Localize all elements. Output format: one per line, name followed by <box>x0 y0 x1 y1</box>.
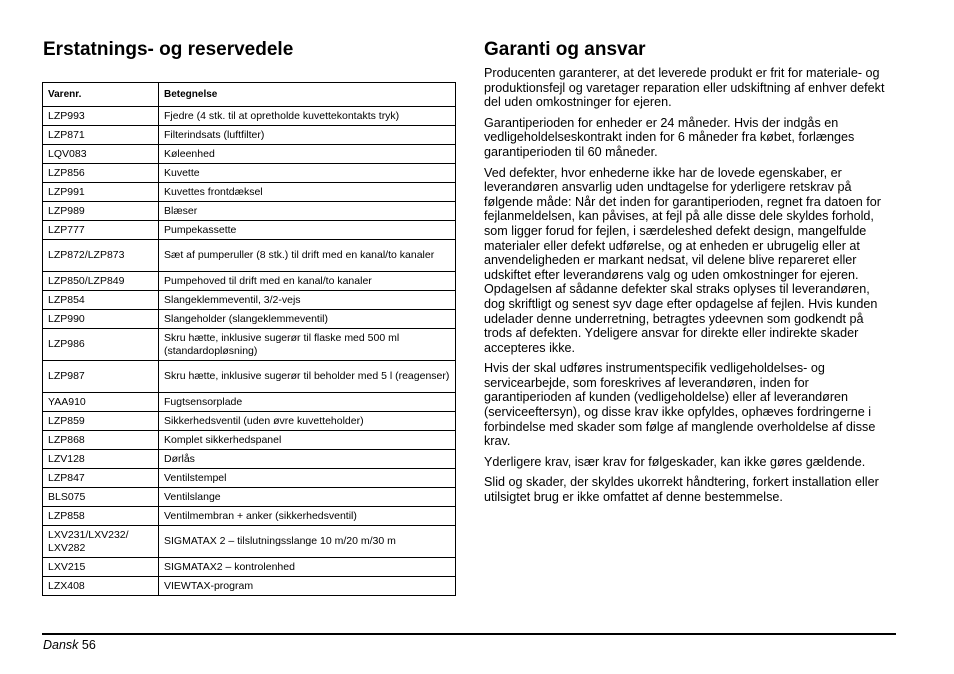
item-number: LZP872/LZP873 <box>43 240 159 272</box>
item-number: YAA910 <box>43 393 159 412</box>
item-number: BLS075 <box>43 488 159 507</box>
item-description: Pumpehoved til drift med en kanal/to kanaler <box>159 272 456 291</box>
item-number: LZP986 <box>43 329 159 361</box>
column-header-description: Betegnelse <box>159 83 456 107</box>
table-row <box>43 469 456 488</box>
table-header-row <box>43 83 456 107</box>
warranty-paragraph: Producenten garanterer, at det leverede produkt er frit for materiale- og produktionsfejl og varetager reparation eller udskiftning af enhver defekt del uden omkostninger for ejeren. <box>484 66 885 110</box>
item-number: LZP991 <box>43 183 159 202</box>
item-description: Pumpekassette <box>159 221 456 240</box>
parts-table <box>42 82 456 596</box>
item-description: SIGMATAX2 – kontrolenhed <box>159 558 456 577</box>
item-description: Ventilstempel <box>159 469 456 488</box>
item-number: LZP858 <box>43 507 159 526</box>
item-description: Filterindsats (luftfilter) <box>159 126 456 145</box>
item-number: LZX408 <box>43 577 159 596</box>
footer-divider <box>42 633 896 635</box>
item-number: LZP854 <box>43 291 159 310</box>
item-description: Sikkerhedsventil (uden øvre kuvetteholder) <box>159 412 456 431</box>
item-description: Slangeklemmeventil, 3/2-vejs <box>159 291 456 310</box>
table-row <box>43 507 456 526</box>
item-number: LZP868 <box>43 431 159 450</box>
item-description: Fugtsensorplade <box>159 393 456 412</box>
item-description: SIGMATAX 2 – tilslutningsslange 10 m/20 m/30 m <box>159 526 456 558</box>
item-number: LXV215 <box>43 558 159 577</box>
warranty-text <box>484 66 894 511</box>
item-number: LZP871 <box>43 126 159 145</box>
footer-language: Dansk <box>43 638 79 652</box>
item-number: LXV231/LXV232/ LXV282 <box>43 526 159 558</box>
table-row <box>43 488 456 507</box>
item-description: Kuvettes frontdæksel <box>159 183 456 202</box>
warranty-paragraph: Yderligere krav, især krav for følgeskader, kan ikke gøres gældende. <box>484 454 866 469</box>
item-description: Blæser <box>159 202 456 221</box>
warranty-paragraph: Hvis der skal udføres instrumentspecifik vedligeholdelses- og servicearbejde, som foreskrives af leverandøren, inden for garantiperioden af kunden (vedligeholdelse) eller af leverandøren (serviceeftersyn), og disse krav ikke opfyldes, ophæves fordringerne i forbindelse med skader som følge af manglende overholdelse af disse krav. <box>484 361 876 449</box>
column-header-item-number: Varenr. <box>43 83 159 107</box>
item-description: Ventilslange <box>159 488 456 507</box>
table-row <box>43 310 456 329</box>
item-description: Skru hætte, inklusive sugerør til beholder med 5 l (reagenser) <box>159 361 456 393</box>
table-row <box>43 361 456 393</box>
item-number: LQV083 <box>43 145 159 164</box>
table-row <box>43 450 456 469</box>
table-row <box>43 126 456 145</box>
item-number: LZP987 <box>43 361 159 393</box>
item-number: LZP989 <box>43 202 159 221</box>
table-row <box>43 558 456 577</box>
item-number: LZV128 <box>43 450 159 469</box>
item-number: LZP856 <box>43 164 159 183</box>
item-description: Fjedre (4 stk. til at opretholde kuvettekontakts tryk) <box>159 107 456 126</box>
item-description: VIEWTAX-program <box>159 577 456 596</box>
item-number: LZP990 <box>43 310 159 329</box>
table-row <box>43 431 456 450</box>
table-row <box>43 107 456 126</box>
table-row <box>43 164 456 183</box>
item-number: LZP850/LZP849 <box>43 272 159 291</box>
table-row <box>43 145 456 164</box>
item-number: LZP777 <box>43 221 159 240</box>
item-description: Slangeholder (slangeklemmeventil) <box>159 310 456 329</box>
table-row <box>43 183 456 202</box>
item-description: Køleenhed <box>159 145 456 164</box>
item-number: LZP859 <box>43 412 159 431</box>
item-description: Dørlås <box>159 450 456 469</box>
table-row <box>43 526 456 558</box>
warranty-paragraph: Slid og skader, der skyldes ukorrekt håndtering, forkert installation eller utilsigtet brug er ikke omfattet af denne bestemmelse. <box>484 475 879 505</box>
item-description: Kuvette <box>159 164 456 183</box>
warranty-paragraph: Ved defekter, hvor enhederne ikke har de lovede egenskaber, er leverandøren ansvarlig uden undtagelse for yderligere retskrav på følgende måde: Når det inden for garantiperioden, regnet fra datoen for fejlanmeldelsen, kan påvises, at fejl på alle disse dele skyldes forhold, som ligger forud for fejlen, i særdeleshed defekt design, mangelfulde materialer eller defekt udførelse, og at enheden er ubrugelig eller at anvendeligheden er markant nedsat, vil delene blive repareret eller udskiftet efter leverandørens valg og uden omkostninger for ejeren. Opdagelsen af sådanne defekter skal straks oplyses til leverandøren, dog skriftligt og senest syv dage efter opdagelse af fejlen. Hvis kunden udelader denne underretning, betragtes ydeevnen som godkendt på trods af defekten. Ydeligere ansvar for direkte eller indirekte skader accepteres ikke. <box>484 165 881 355</box>
table-row <box>43 329 456 361</box>
table-row <box>43 221 456 240</box>
table-row <box>43 577 456 596</box>
item-number: LZP847 <box>43 469 159 488</box>
table-row <box>43 272 456 291</box>
item-description: Skru hætte, inklusive sugerør til flaske med 500 ml (standardopløsning) <box>159 329 456 361</box>
table-row <box>43 202 456 221</box>
table-row <box>43 412 456 431</box>
item-description: Komplet sikkerhedspanel <box>159 431 456 450</box>
item-number: LZP993 <box>43 107 159 126</box>
page-number: 56 <box>81 638 96 652</box>
table-row <box>43 291 456 310</box>
warranty-paragraph: Garantiperioden for enheder er 24 måneder. Hvis der indgås en vedligeholdelseskontrakt inden for 6 måneder fra købet, forlænges garantiperioden til 60 måneder. <box>484 115 855 159</box>
item-description: Ventilmembran + anker (sikkerhedsventil) <box>159 507 456 526</box>
table-row <box>43 240 456 272</box>
page-footer <box>43 638 96 652</box>
table-row <box>43 393 456 412</box>
item-description: Sæt af pumperuller (8 stk.) til drift med en kanal/to kanaler <box>159 240 456 272</box>
parts-heading: Erstatnings- og reservedele <box>43 39 294 60</box>
warranty-heading: Garanti og ansvar <box>484 39 646 60</box>
